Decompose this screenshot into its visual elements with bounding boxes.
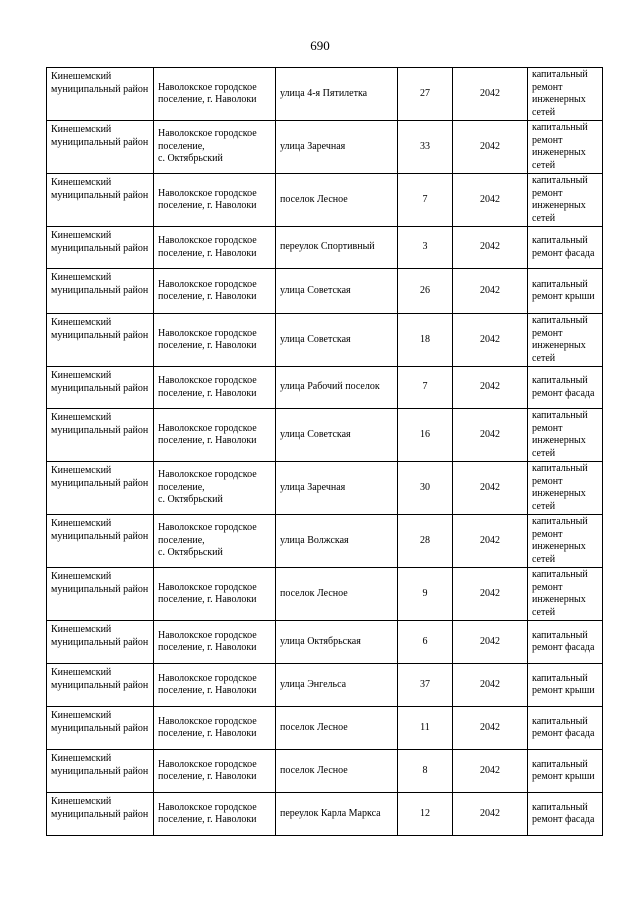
street-cell: улица Рабочий поселок [276, 367, 398, 409]
house-number-cell: 12 [398, 793, 453, 836]
house-number-cell: 18 [398, 314, 453, 367]
table-row [47, 664, 603, 707]
district-cell: Кинешемский муниципальный район [47, 367, 154, 409]
work-type-cell: капитальный ремонт фасада [528, 227, 603, 269]
street-cell: улица Энгельса [276, 664, 398, 707]
year-cell: 2042 [453, 227, 528, 269]
work-type-cell: капитальный ремонт инженерных сетей [528, 568, 603, 621]
table-row [47, 568, 603, 621]
house-number-cell: 27 [398, 68, 453, 121]
settlement-cell: Наволокское городское поселение, г. Наволоки [154, 269, 276, 314]
work-type-cell: капитальный ремонт фасада [528, 367, 603, 409]
year-cell: 2042 [453, 750, 528, 793]
street-cell: поселок Лесное [276, 568, 398, 621]
year-cell: 2042 [453, 174, 528, 227]
street-cell: улица Октябрьская [276, 621, 398, 664]
settlement-cell: Наволокское городское поселение, г. Наволоки [154, 174, 276, 227]
year-cell: 2042 [453, 568, 528, 621]
table-body [47, 68, 603, 836]
table-row [47, 314, 603, 367]
district-cell: Кинешемский муниципальный район [47, 707, 154, 750]
house-number-cell: 26 [398, 269, 453, 314]
settlement-cell: Наволокское городское поселение, г. Наволоки [154, 568, 276, 621]
table-row [47, 174, 603, 227]
work-type-cell: капитальный ремонт инженерных сетей [528, 314, 603, 367]
work-type-cell: капитальный ремонт фасада [528, 707, 603, 750]
work-type-cell: капитальный ремонт инженерных сетей [528, 515, 603, 568]
house-number-cell: 7 [398, 367, 453, 409]
settlement-cell: Наволокское городское поселение, с. Октябрьский [154, 515, 276, 568]
house-number-cell: 11 [398, 707, 453, 750]
district-cell: Кинешемский муниципальный район [47, 409, 154, 462]
street-cell: переулок Спортивный [276, 227, 398, 269]
house-number-cell: 3 [398, 227, 453, 269]
settlement-cell: Наволокское городское поселение, г. Наволоки [154, 664, 276, 707]
street-cell: переулок Карла Маркса [276, 793, 398, 836]
table-row [47, 269, 603, 314]
settlement-cell: Наволокское городское поселение, г. Наволоки [154, 367, 276, 409]
district-cell: Кинешемский муниципальный район [47, 621, 154, 664]
work-type-cell: капитальный ремонт инженерных сетей [528, 68, 603, 121]
year-cell: 2042 [453, 664, 528, 707]
work-type-cell: капитальный ремонт крыши [528, 750, 603, 793]
house-number-cell: 16 [398, 409, 453, 462]
year-cell: 2042 [453, 515, 528, 568]
table-row [47, 793, 603, 836]
street-cell: улица Заречная [276, 462, 398, 515]
district-cell: Кинешемский муниципальный район [47, 227, 154, 269]
district-cell: Кинешемский муниципальный район [47, 793, 154, 836]
page-number: 690 [310, 38, 330, 53]
year-cell: 2042 [453, 68, 528, 121]
table-row [47, 707, 603, 750]
house-number-cell: 6 [398, 621, 453, 664]
work-type-cell: капитальный ремонт фасада [528, 793, 603, 836]
house-number-cell: 28 [398, 515, 453, 568]
year-cell: 2042 [453, 409, 528, 462]
street-cell: улица Советская [276, 314, 398, 367]
district-cell: Кинешемский муниципальный район [47, 121, 154, 174]
house-number-cell: 37 [398, 664, 453, 707]
settlement-cell: Наволокское городское поселение, г. Наволоки [154, 793, 276, 836]
street-cell: улица Советская [276, 269, 398, 314]
table-row [47, 227, 603, 269]
table-row [47, 121, 603, 174]
year-cell: 2042 [453, 793, 528, 836]
table-row [47, 515, 603, 568]
work-type-cell: капитальный ремонт фасада [528, 621, 603, 664]
district-cell: Кинешемский муниципальный район [47, 68, 154, 121]
settlement-cell: Наволокское городское поселение, с. Октябрьский [154, 462, 276, 515]
street-cell: поселок Лесное [276, 174, 398, 227]
settlement-cell: Наволокское городское поселение, с. Октябрьский [154, 121, 276, 174]
table-row [47, 367, 603, 409]
district-cell: Кинешемский муниципальный район [47, 750, 154, 793]
settlement-cell: Наволокское городское поселение, г. Наволоки [154, 314, 276, 367]
district-cell: Кинешемский муниципальный район [47, 174, 154, 227]
district-cell: Кинешемский муниципальный район [47, 515, 154, 568]
year-cell: 2042 [453, 269, 528, 314]
district-cell: Кинешемский муниципальный район [47, 462, 154, 515]
district-cell: Кинешемский муниципальный район [47, 568, 154, 621]
settlement-cell: Наволокское городское поселение, г. Наволоки [154, 227, 276, 269]
settlement-cell: Наволокское городское поселение, г. Наволоки [154, 68, 276, 121]
settlement-cell: Наволокское городское поселение, г. Наволоки [154, 750, 276, 793]
work-type-cell: капитальный ремонт инженерных сетей [528, 409, 603, 462]
table-row [47, 462, 603, 515]
year-cell: 2042 [453, 707, 528, 750]
house-number-cell: 7 [398, 174, 453, 227]
table-row [47, 409, 603, 462]
house-number-cell: 9 [398, 568, 453, 621]
street-cell: поселок Лесное [276, 750, 398, 793]
street-cell: улица 4-я Пятилетка [276, 68, 398, 121]
table-row [47, 750, 603, 793]
year-cell: 2042 [453, 621, 528, 664]
year-cell: 2042 [453, 462, 528, 515]
work-type-cell: капитальный ремонт крыши [528, 664, 603, 707]
housing-repair-table [46, 67, 603, 836]
work-type-cell: капитальный ремонт инженерных сетей [528, 462, 603, 515]
street-cell: улица Волжская [276, 515, 398, 568]
table-row [47, 621, 603, 664]
year-cell: 2042 [453, 121, 528, 174]
street-cell: поселок Лесное [276, 707, 398, 750]
house-number-cell: 33 [398, 121, 453, 174]
year-cell: 2042 [453, 367, 528, 409]
work-type-cell: капитальный ремонт крыши [528, 269, 603, 314]
settlement-cell: Наволокское городское поселение, г. Наволоки [154, 409, 276, 462]
settlement-cell: Наволокское городское поселение, г. Наволоки [154, 621, 276, 664]
street-cell: улица Заречная [276, 121, 398, 174]
house-number-cell: 30 [398, 462, 453, 515]
street-cell: улица Советская [276, 409, 398, 462]
table-row [47, 68, 603, 121]
work-type-cell: капитальный ремонт инженерных сетей [528, 174, 603, 227]
district-cell: Кинешемский муниципальный район [47, 269, 154, 314]
work-type-cell: капитальный ремонт инженерных сетей [528, 121, 603, 174]
year-cell: 2042 [453, 314, 528, 367]
district-cell: Кинешемский муниципальный район [47, 314, 154, 367]
settlement-cell: Наволокское городское поселение, г. Наволоки [154, 707, 276, 750]
house-number-cell: 8 [398, 750, 453, 793]
district-cell: Кинешемский муниципальный район [47, 664, 154, 707]
